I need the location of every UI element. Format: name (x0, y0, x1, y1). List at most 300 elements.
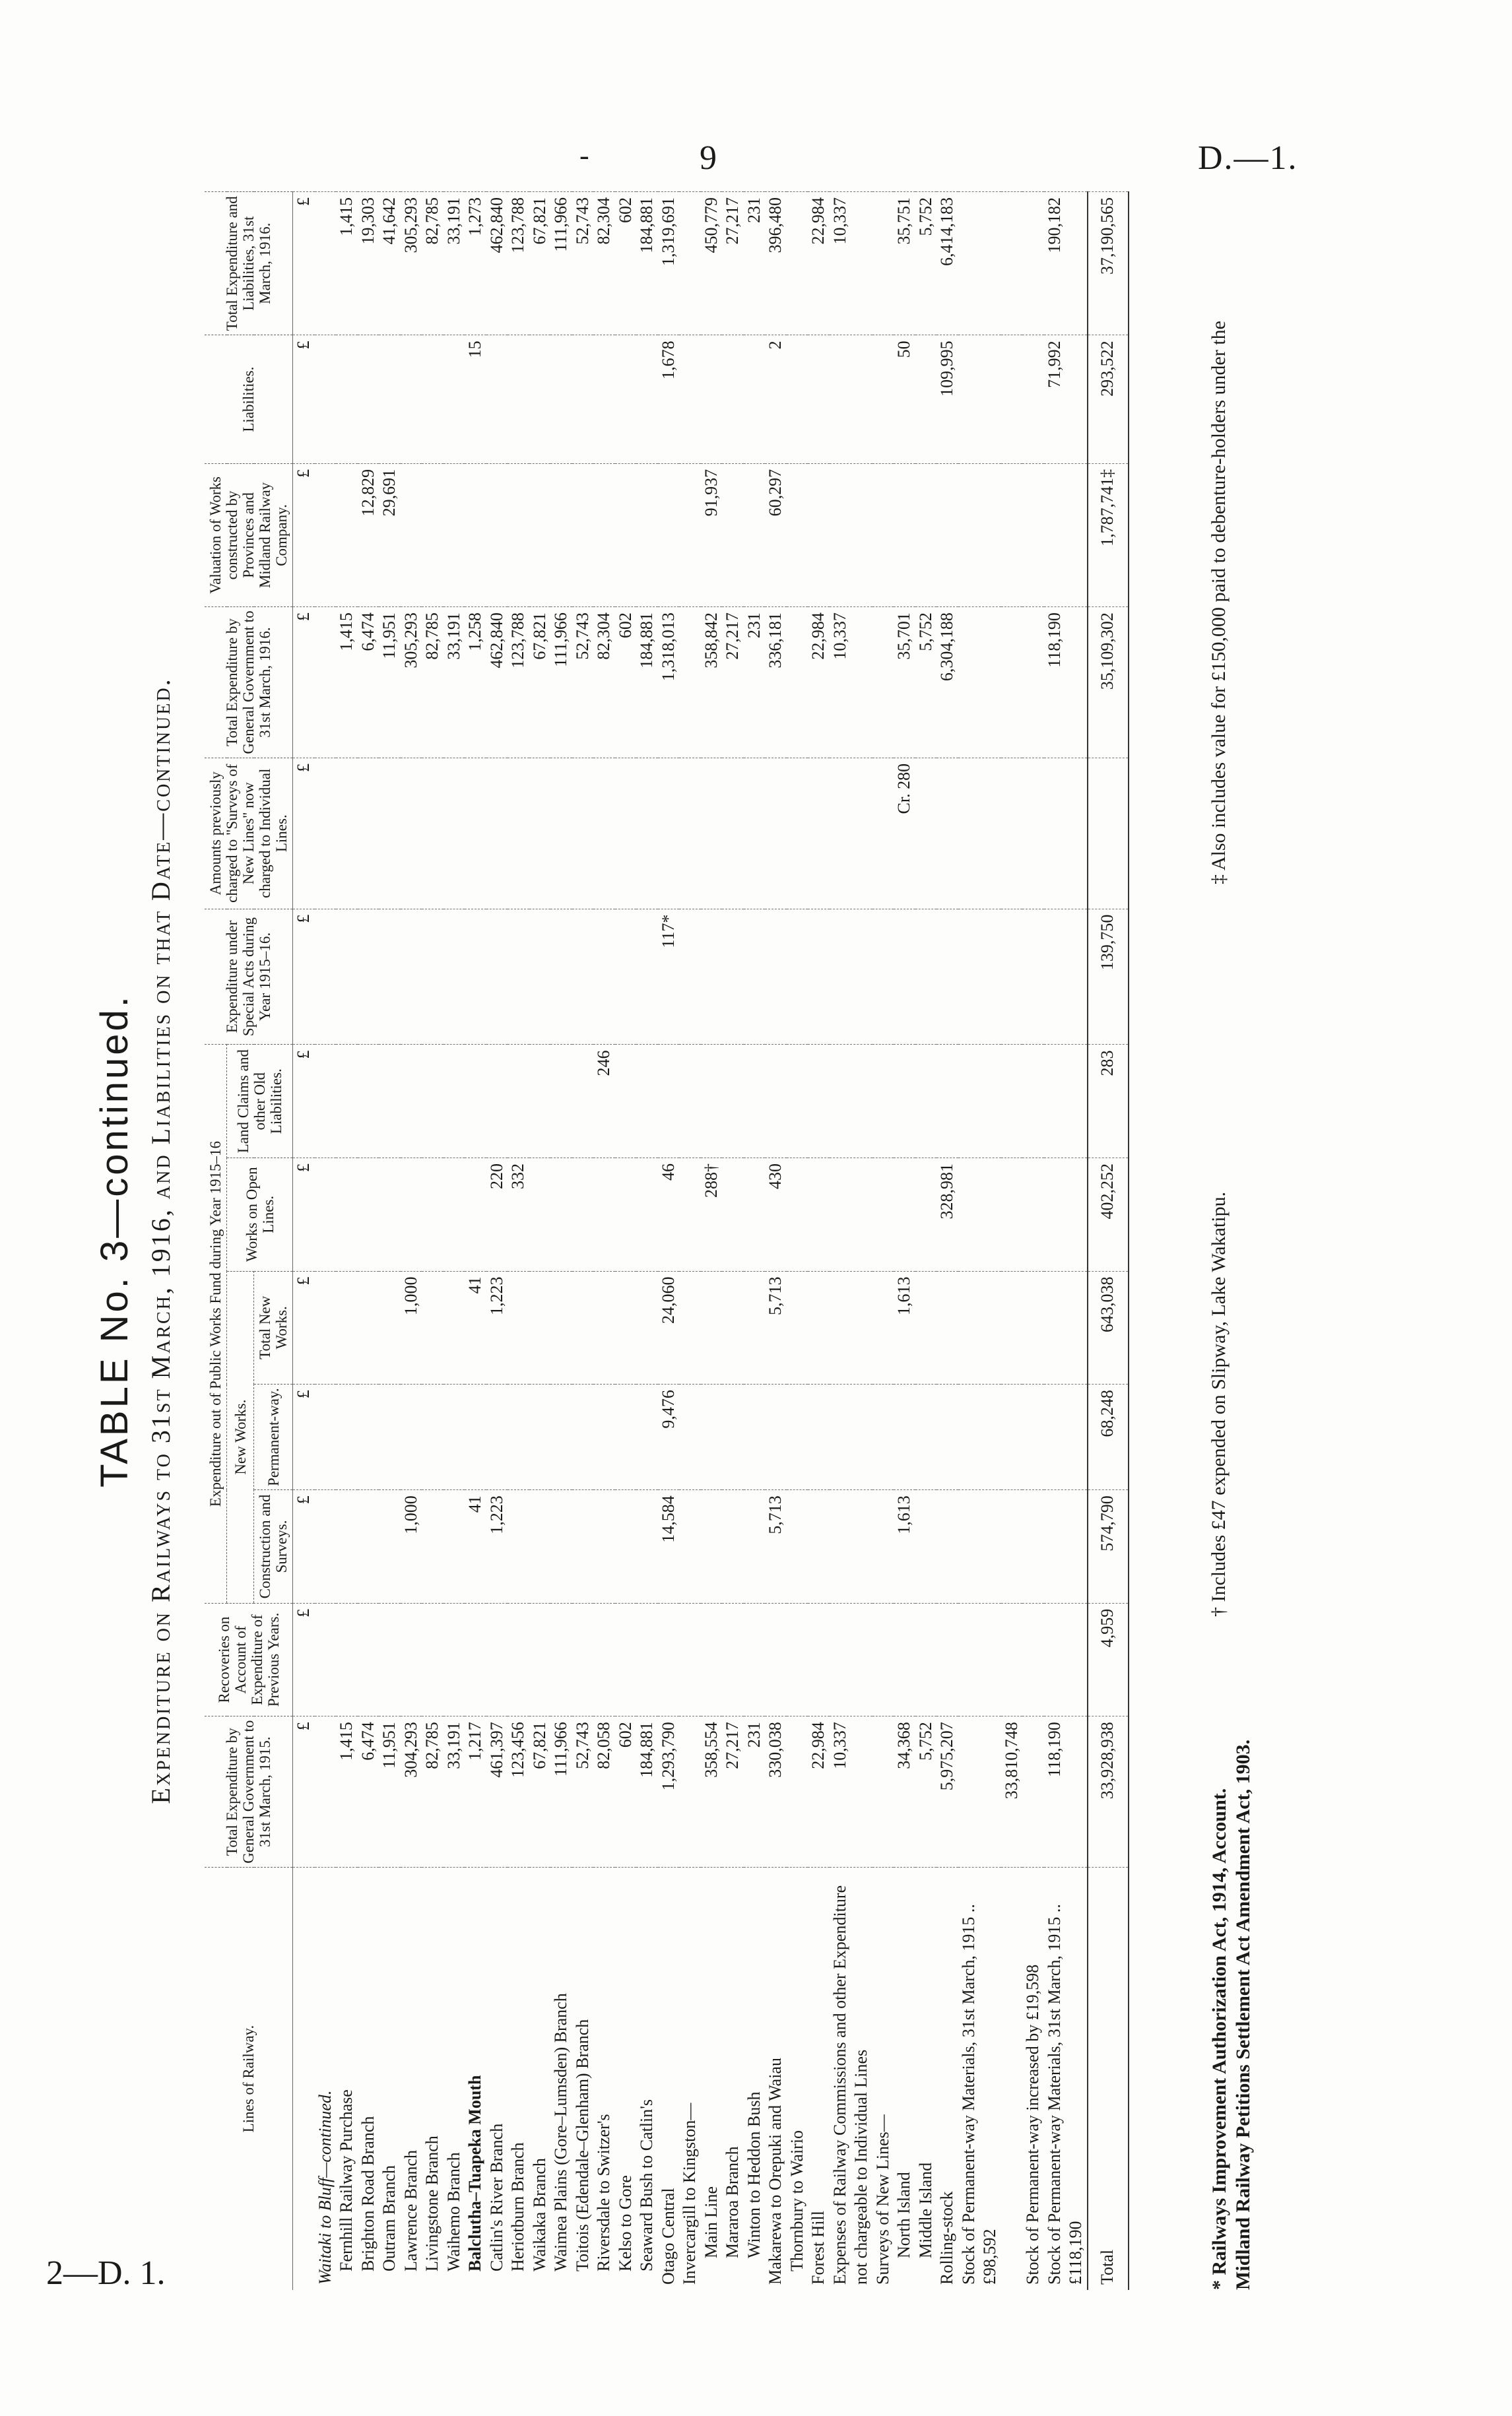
cell-col-2 (937, 1603, 958, 1716)
cell-col-7 (508, 1045, 529, 1158)
cell-col-13: 10,337 (830, 192, 872, 335)
cell-col-2: 4,959 (1088, 1603, 1129, 1716)
cell-col-10 (958, 607, 1001, 758)
cell-col-11 (958, 463, 1001, 606)
header-valuation: Valuation of Works constructed by Provinces and Midland Railway Company. (205, 463, 293, 606)
cell-col-3 (572, 1490, 594, 1604)
table-row (615, 192, 637, 2291)
cell-col-4 (550, 1385, 572, 1490)
cell-col-3 (744, 1490, 766, 1604)
cell-col-11 (572, 463, 594, 606)
row-name: Riversdale to Switzer's (593, 1868, 615, 2290)
cell-col-12 (379, 335, 401, 463)
currency-symbol: £ (293, 758, 315, 909)
cell-col-12 (744, 335, 766, 463)
cell-col-6 (808, 1158, 830, 1272)
cell-col-11 (636, 463, 658, 606)
cell-col-10: 462,840 (486, 607, 508, 758)
cell-col-13 (1001, 192, 1023, 335)
cell-col-8 (701, 909, 723, 1045)
cell-col-9 (529, 758, 551, 909)
cell-col-6 (379, 1158, 401, 1272)
cell-col-8 (636, 909, 658, 1045)
cell-col-9 (401, 758, 422, 909)
cell-col-2 (508, 1603, 529, 1716)
cell-col-8 (529, 909, 551, 1045)
cell-col-5 (830, 1271, 872, 1385)
cell-col-3 (550, 1490, 572, 1604)
currency-symbol: £ (293, 1603, 315, 1716)
table-row (379, 192, 401, 2291)
cell-col-11 (937, 463, 958, 606)
table-row (872, 192, 894, 2291)
cell-col-3 (958, 1490, 1001, 1604)
cell-col-4 (358, 1385, 379, 1490)
cell-col-1: 330,038 (765, 1716, 787, 1868)
cell-col-1: 27,217 (722, 1716, 744, 1868)
cell-col-11 (1022, 463, 1044, 606)
table-row (722, 192, 744, 2291)
cell-col-6 (529, 1158, 551, 1272)
cell-col-1: 5,752 (915, 1716, 937, 1868)
cell-col-4 (830, 1385, 872, 1490)
table-body (293, 192, 1129, 2291)
cell-col-1 (787, 1716, 808, 1868)
cell-col-6 (444, 1158, 465, 1272)
cell-col-13 (315, 192, 337, 335)
cell-col-10: 184,881 (636, 607, 658, 758)
cell-col-13: 19,303 (358, 192, 379, 335)
row-name: Livingstone Branch (422, 1868, 444, 2290)
cell-col-1: 111,966 (550, 1716, 572, 1868)
cell-col-5: 5,713 (765, 1271, 787, 1385)
header-total-1915: Total Expenditure by General Government to 31st March, 1915. (205, 1716, 293, 1868)
cell-col-8: 139,750 (1088, 909, 1129, 1045)
footnote-double-dagger: ‡ Also includes value for £150,000 paid to debenture-holders under the (1208, 321, 1230, 884)
cell-col-7 (872, 1045, 894, 1158)
cell-col-6 (915, 1158, 937, 1272)
cell-col-11 (465, 463, 486, 606)
cell-col-11: 12,829 (358, 463, 379, 606)
currency-symbol: £ (293, 1158, 315, 1272)
cell-col-9 (336, 758, 358, 909)
cell-col-7 (336, 1045, 358, 1158)
cell-col-5 (593, 1271, 615, 1385)
footer-reference: 2—D. 1. (46, 2254, 166, 2292)
row-name: Outram Branch (379, 1868, 401, 2290)
cell-col-5 (615, 1271, 637, 1385)
cell-col-2 (550, 1603, 572, 1716)
cell-col-9 (744, 758, 766, 909)
cell-col-4 (401, 1385, 422, 1490)
cell-col-7 (679, 1045, 701, 1158)
cell-col-10: 22,984 (808, 607, 830, 758)
header-surveys-charged: Amounts previously charged to "Surveys of New Lines" now charged to Individual Lines. (205, 758, 293, 909)
cell-col-3 (1022, 1490, 1044, 1604)
cell-col-12 (529, 335, 551, 463)
cell-col-3 (379, 1490, 401, 1604)
cell-col-7 (1001, 1045, 1023, 1158)
row-name: North Island (894, 1868, 915, 2290)
cell-col-1 (1022, 1716, 1044, 1868)
footnote-star-line1: * Railways Improvement Authorization Act, 1914, Account. (1208, 1788, 1230, 2290)
cell-col-8 (465, 909, 486, 1045)
cell-col-5 (808, 1271, 830, 1385)
cell-col-11 (1044, 463, 1088, 606)
cell-col-6 (401, 1158, 422, 1272)
cell-col-4 (508, 1385, 529, 1490)
table-row (894, 192, 915, 2291)
cell-col-10 (679, 607, 701, 758)
cell-col-5 (915, 1271, 937, 1385)
cell-col-6: 220 (486, 1158, 508, 1272)
cell-col-4: 9,476 (658, 1385, 680, 1490)
cell-col-1: 34,368 (894, 1716, 915, 1868)
page-number: 9 (700, 139, 717, 177)
cell-col-3 (1001, 1490, 1023, 1604)
row-name: Heriotburn Branch (508, 1868, 529, 2290)
cell-col-3: 41 (465, 1490, 486, 1604)
table-row (1044, 192, 1088, 2291)
cell-col-9 (830, 758, 872, 909)
cell-col-6 (465, 1158, 486, 1272)
cell-col-6 (636, 1158, 658, 1272)
total-row (1088, 192, 1129, 2291)
cell-col-2 (401, 1603, 422, 1716)
cell-col-11 (422, 463, 444, 606)
cell-col-3 (315, 1490, 337, 1604)
cell-col-6 (336, 1158, 358, 1272)
cell-col-5 (379, 1271, 401, 1385)
table-row (787, 192, 808, 2291)
cell-col-8 (508, 909, 529, 1045)
cell-col-3 (358, 1490, 379, 1604)
cell-col-8 (444, 909, 465, 1045)
cell-col-6: 328,981 (937, 1158, 958, 1272)
cell-col-1: 461,397 (486, 1716, 508, 1868)
cell-col-4 (636, 1385, 658, 1490)
cell-col-12: 1,678 (658, 335, 680, 463)
table-row (358, 192, 379, 2291)
cell-col-5 (315, 1271, 337, 1385)
cell-col-5 (444, 1271, 465, 1385)
cell-col-7 (787, 1045, 808, 1158)
cell-col-3 (915, 1490, 937, 1604)
cell-col-10: 118,190 (1044, 607, 1088, 758)
row-name: Waihemo Branch (444, 1868, 465, 2290)
header-total-1916: Total Expenditure by General Government to 31st March, 1916. (205, 607, 293, 758)
cell-col-4: 68,248 (1088, 1385, 1129, 1490)
cell-col-4 (958, 1385, 1001, 1490)
cell-col-11 (894, 463, 915, 606)
cell-col-12 (701, 335, 723, 463)
row-name: Expenses of Railway Commissions and other Expenditure not chargeable to Individual Lines (830, 1868, 872, 2290)
cell-col-13: 111,966 (550, 192, 572, 335)
table-subtitle: Expenditure on Railways to 31st March, 1916, and Liabilities on that Date—continued. (146, 677, 176, 1804)
cell-col-8 (872, 909, 894, 1045)
cell-col-9 (358, 758, 379, 909)
cell-col-8 (401, 909, 422, 1045)
cell-col-6 (679, 1158, 701, 1272)
header-dash: - (579, 139, 589, 172)
cell-col-8 (894, 909, 915, 1045)
cell-col-3 (872, 1490, 894, 1604)
cell-col-2 (679, 1603, 701, 1716)
cell-col-2 (1044, 1603, 1088, 1716)
cell-col-11 (830, 463, 872, 606)
cell-col-7 (744, 1045, 766, 1158)
cell-col-6 (593, 1158, 615, 1272)
cell-col-9 (572, 758, 594, 909)
cell-col-11: 60,297 (765, 463, 787, 606)
cell-col-11 (615, 463, 637, 606)
table-row (336, 192, 358, 2291)
row-name: Middle Island (915, 1868, 937, 2290)
cell-col-10: 1,415 (336, 607, 358, 758)
currency-symbol: £ (293, 335, 315, 463)
row-name: Toitois (Edendale–Glenham) Branch (572, 1868, 594, 2290)
cell-col-13: 231 (744, 192, 766, 335)
cell-col-5: 1,613 (894, 1271, 915, 1385)
table-row (465, 192, 486, 2291)
cell-col-2 (787, 1603, 808, 1716)
cell-col-2 (894, 1603, 915, 1716)
cell-col-10: 305,293 (401, 607, 422, 758)
cell-col-9 (787, 758, 808, 909)
cell-col-1: 231 (744, 1716, 766, 1868)
cell-col-13: 184,881 (636, 192, 658, 335)
cell-col-6: 430 (765, 1158, 787, 1272)
cell-col-11 (722, 463, 744, 606)
cell-col-13: 41,642 (379, 192, 401, 335)
cell-col-2 (315, 1603, 337, 1716)
cell-col-1 (315, 1716, 337, 1868)
cell-col-1 (958, 1716, 1001, 1868)
cell-col-8 (572, 909, 594, 1045)
currency-symbol: £ (293, 1271, 315, 1385)
cell-col-10: 5,752 (915, 607, 937, 758)
cell-col-12 (593, 335, 615, 463)
cell-col-3 (787, 1490, 808, 1604)
cell-col-7 (572, 1045, 594, 1158)
cell-col-13 (958, 192, 1001, 335)
cell-col-6 (550, 1158, 572, 1272)
cell-col-8 (550, 909, 572, 1045)
table-row (830, 192, 872, 2291)
cell-col-13: 35,751 (894, 192, 915, 335)
table-row (636, 192, 658, 2291)
cell-col-7 (722, 1045, 744, 1158)
cell-col-1: 304,293 (401, 1716, 422, 1868)
cell-col-9 (808, 758, 830, 909)
header-lines: Lines of Railway. (205, 1868, 293, 2290)
cell-col-10: 35,109,302 (1088, 607, 1129, 758)
cell-col-13 (787, 192, 808, 335)
cell-col-6 (830, 1158, 872, 1272)
cell-col-4 (915, 1385, 937, 1490)
cell-col-6: 46 (658, 1158, 680, 1272)
cell-col-5 (529, 1271, 551, 1385)
currency-symbol: £ (293, 1045, 315, 1158)
cell-col-9 (593, 758, 615, 909)
cell-col-12 (486, 335, 508, 463)
header-land-claims: Land Claims and other Old Liabilities. (227, 1045, 293, 1158)
cell-col-11 (658, 463, 680, 606)
cell-col-2 (422, 1603, 444, 1716)
cell-col-12 (808, 335, 830, 463)
cell-col-3 (636, 1490, 658, 1604)
cell-col-9 (508, 758, 529, 909)
cell-col-12 (1001, 335, 1023, 463)
cell-col-11 (529, 463, 551, 606)
row-name: Brighton Road Branch (358, 1868, 379, 2290)
cell-col-1: 22,984 (808, 1716, 830, 1868)
cell-col-4 (722, 1385, 744, 1490)
cell-col-7 (1044, 1045, 1088, 1158)
cell-col-4 (315, 1385, 337, 1490)
header-recoveries: Recoveries on Account of Expenditure of Previous Years. (205, 1603, 293, 1716)
cell-col-12: 293,522 (1088, 335, 1129, 463)
cell-col-12 (915, 335, 937, 463)
cell-col-4 (593, 1385, 615, 1490)
cell-col-7 (701, 1045, 723, 1158)
cell-col-8 (830, 909, 872, 1045)
cell-col-4 (422, 1385, 444, 1490)
cell-col-2 (336, 1603, 358, 1716)
cell-col-4 (1001, 1385, 1023, 1490)
cell-col-7 (358, 1045, 379, 1158)
cell-col-13 (1022, 192, 1044, 335)
cell-col-1: 33,810,748 (1001, 1716, 1023, 1868)
cell-col-13: 123,788 (508, 192, 529, 335)
cell-col-2 (358, 1603, 379, 1716)
rotated-table-region (92, 191, 1307, 2290)
cell-col-13: 33,191 (444, 192, 465, 335)
cell-col-2 (722, 1603, 744, 1716)
cell-col-2 (744, 1603, 766, 1716)
cell-col-11 (787, 463, 808, 606)
cell-col-6 (315, 1158, 337, 1272)
cell-col-6 (1022, 1158, 1044, 1272)
cell-col-7 (379, 1045, 401, 1158)
cell-col-9 (937, 758, 958, 909)
cell-col-2 (615, 1603, 637, 1716)
row-name: Waitaki to Bluff—continued. (315, 1868, 337, 2290)
cell-col-1: 11,951 (379, 1716, 401, 1868)
header-total-new-works: Total New Works. (254, 1271, 293, 1385)
cell-col-1 (872, 1716, 894, 1868)
cell-col-7 (830, 1045, 872, 1158)
cell-col-9 (958, 758, 1001, 909)
cell-col-8 (937, 909, 958, 1045)
cell-col-10: 1,318,013 (658, 607, 680, 758)
cell-col-6 (722, 1158, 744, 1272)
table-row (401, 192, 422, 2291)
footnote-dagger: † Includes £47 expended on Slipway, Lake Wakatipu. (1208, 1191, 1230, 1617)
cell-col-4 (1044, 1385, 1088, 1490)
cell-col-12 (722, 335, 744, 463)
cell-col-11 (508, 463, 529, 606)
cell-col-13: 462,840 (486, 192, 508, 335)
cell-col-12 (1022, 335, 1044, 463)
table-row (572, 192, 594, 2291)
cell-col-4 (787, 1385, 808, 1490)
cell-col-5: 1,223 (486, 1271, 508, 1385)
cell-col-12: 50 (894, 335, 915, 463)
cell-col-3 (679, 1490, 701, 1604)
table-row (658, 192, 680, 2291)
cell-col-8 (722, 909, 744, 1045)
cell-col-12 (958, 335, 1001, 463)
cell-col-1: 602 (615, 1716, 637, 1868)
cell-col-7 (401, 1045, 422, 1158)
row-name: Thornbury to Wairio (787, 1868, 808, 2290)
cell-col-12 (550, 335, 572, 463)
cell-col-13: 6,414,183 (937, 192, 958, 335)
cell-col-3 (830, 1490, 872, 1604)
cell-col-7 (315, 1045, 337, 1158)
cell-col-13: 1,319,691 (658, 192, 680, 335)
row-name: Fernhill Railway Purchase (336, 1868, 358, 2290)
cell-col-9 (315, 758, 337, 909)
cell-col-5 (679, 1271, 701, 1385)
cell-col-12 (872, 335, 894, 463)
cell-col-4 (336, 1385, 358, 1490)
cell-col-2 (765, 1603, 787, 1716)
cell-col-9 (465, 758, 486, 909)
cell-col-2 (529, 1603, 551, 1716)
cell-col-13: 22,984 (808, 192, 830, 335)
table-row (744, 192, 766, 2291)
table-row (701, 192, 723, 2291)
cell-col-12 (508, 335, 529, 463)
table-row (808, 192, 830, 2291)
cell-col-11: 29,691 (379, 463, 401, 606)
cell-col-13: 67,821 (529, 192, 551, 335)
cell-col-5 (1044, 1271, 1088, 1385)
cell-col-13 (872, 192, 894, 335)
cell-col-3 (808, 1490, 830, 1604)
cell-col-10: 52,743 (572, 607, 594, 758)
cell-col-2 (465, 1603, 486, 1716)
cell-col-7 (915, 1045, 937, 1158)
document-reference: D.—1. (1198, 139, 1298, 177)
cell-col-8 (1022, 909, 1044, 1045)
cell-col-4 (615, 1385, 637, 1490)
cell-col-5 (572, 1271, 594, 1385)
cell-col-6 (894, 1158, 915, 1272)
row-name: Winton to Heddon Bush (744, 1868, 766, 2290)
cell-col-8 (593, 909, 615, 1045)
cell-col-4 (444, 1385, 465, 1490)
table-row (593, 192, 615, 2291)
cell-col-7 (422, 1045, 444, 1158)
cell-col-10 (1001, 607, 1023, 758)
cell-col-5 (508, 1271, 529, 1385)
currency-symbol: £ (293, 607, 315, 758)
cell-col-8 (336, 909, 358, 1045)
cell-col-1: 1,293,790 (658, 1716, 680, 1868)
cell-col-9 (422, 758, 444, 909)
cell-col-12 (679, 335, 701, 463)
cell-col-7 (636, 1045, 658, 1158)
cell-col-8 (808, 909, 830, 1045)
cell-col-7 (765, 1045, 787, 1158)
cell-col-2 (658, 1603, 680, 1716)
cell-col-5 (358, 1271, 379, 1385)
cell-col-8 (787, 909, 808, 1045)
table-row (1022, 192, 1044, 2291)
